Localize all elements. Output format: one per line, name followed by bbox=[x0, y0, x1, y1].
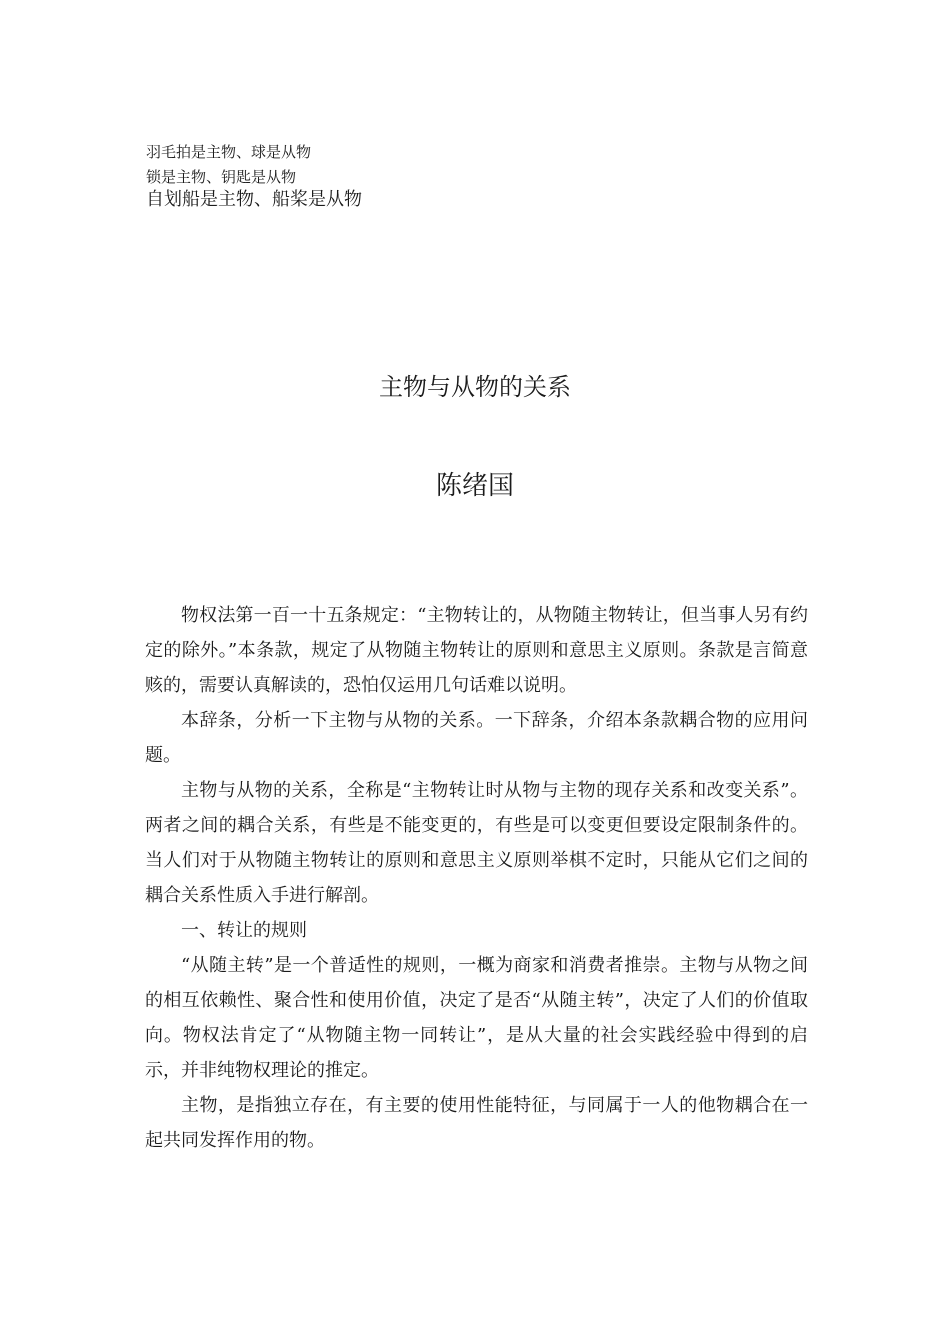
document-title: 主物与从物的关系 bbox=[379, 373, 571, 401]
section-heading: 一、转让的规则 bbox=[181, 920, 307, 941]
paragraph: 主物，是指独立存在，有主要的使用性能特征，与同属于一人的他物耦合在一起共同发挥作用的物。 bbox=[145, 1095, 808, 1151]
note-rowboat: 自划船是主物、船桨是从物 bbox=[146, 189, 362, 210]
document-author: 陈绪国 bbox=[435, 471, 514, 501]
paragraph: 主物与从物的关系，全称是“主物转让时从物与主物的现存关系和改变关系”。两者之间的耦合关系，有些是不能变更的，有些是可以变更但要设定限制条件的。当人们对于从物随主物转让的原则和意思主义原则举棋不定时，只能从它们之间的耦合关系性质入手进行解剖。 bbox=[145, 780, 808, 906]
document-body bbox=[145, 598, 808, 1158]
paragraph: 本辞条，分析一下主物与从物的关系。一下辞条，介绍本条款耦合物的应用问题。 bbox=[145, 710, 808, 766]
example-notes bbox=[146, 145, 646, 209]
note-lock: 锁是主物、钥匙是从物 bbox=[146, 168, 297, 186]
paragraph: 物权法第一百一十五条规定：“主物转让的，从物随主物转让，但当事人另有约定的除外。”本条款，规定了从物随主物转让的原则和意思主义原则。条款是言简意赅的，需要认真解读的，恐怕仅运用几句话难以说明。 bbox=[145, 605, 808, 696]
note-badminton: 羽毛拍是主物、球是从物 bbox=[146, 143, 312, 161]
paragraph: “从随主转”是一个普适性的规则，一概为商家和消费者推崇。主物与从物之间的相互依赖性、聚合性和使用价值，决定了是否“从随主转”，决定了人们的价值取向。物权法肯定了“从物随主物一同转让”，是从大量的社会实践经验中得到的启示，并非纯物权理论的推定。 bbox=[145, 955, 808, 1081]
